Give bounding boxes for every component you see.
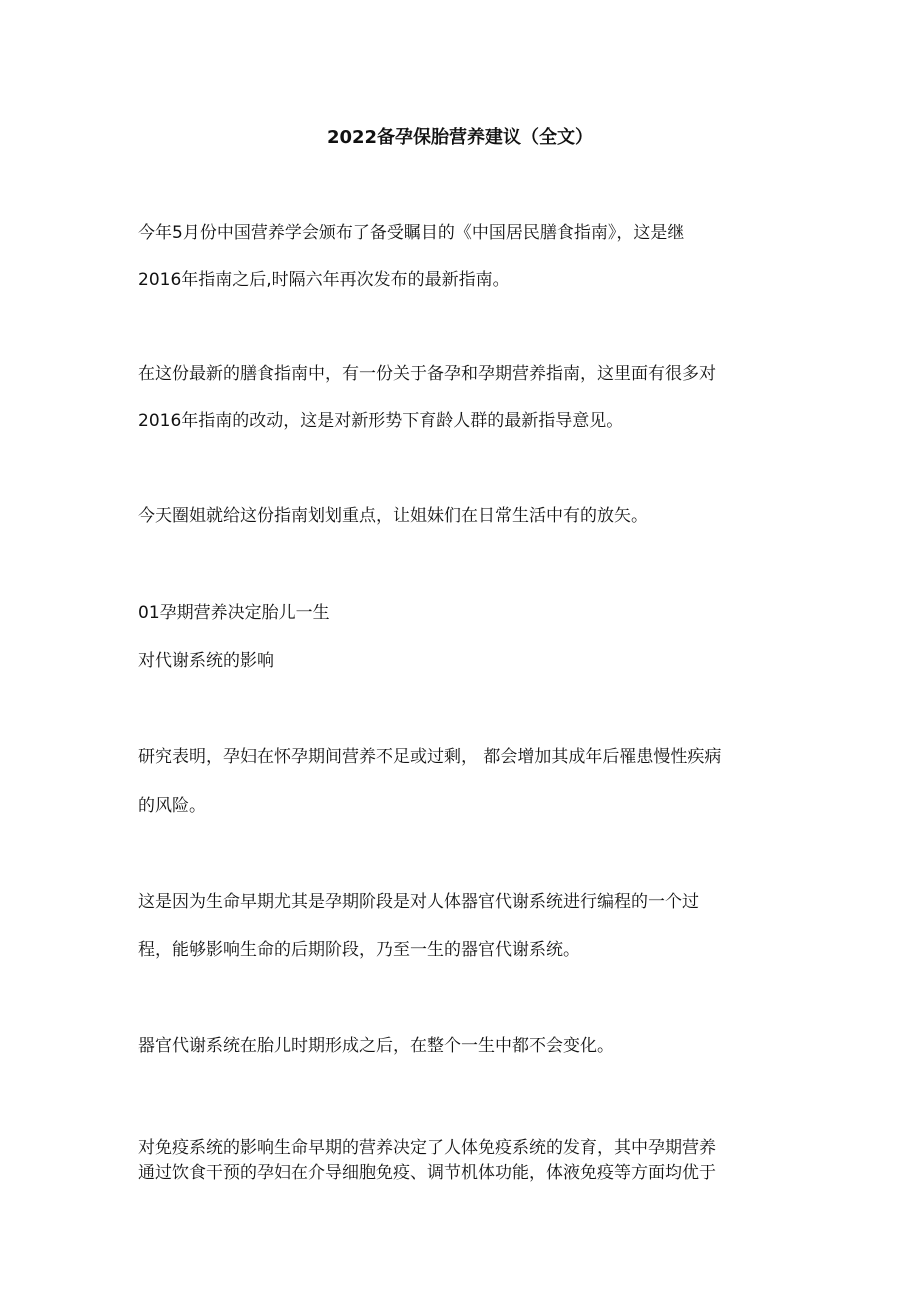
- paragraph-6-line-2: 的风险。: [138, 796, 206, 816]
- paragraph-9-line-1: 对免疫系统的影响生命早期的营养决定了人体免疫系统的发育，其中孕期营养: [138, 1138, 716, 1158]
- paragraph-7-line-1: 这是因为生命早期尤其是孕期阶段是对人体器官代谢系统进行编程的一个过: [138, 892, 699, 912]
- paragraph-3-line-1: 今天圈姐就给这份指南划划重点，让姐妹们在日常生活中有的放矢。: [138, 506, 648, 526]
- paragraph-2-line-1: 在这份最新的膳食指南中，有一份关于备孕和孕期营养指南，这里面有很多对: [138, 364, 716, 384]
- paragraph-7-line-2: 程，能够影响生命的后期阶段，乃至一生的器官代谢系统。: [138, 940, 580, 960]
- paragraph-1-line-2: 2016年指南之后,时隔六年再次发布的最新指南。: [138, 270, 510, 290]
- document-title: 2022备孕保胎营养建议（全文）: [326, 127, 594, 148]
- paragraph-2-line-2: 2016年指南的改动，这是对新形势下育龄人群的最新指导意见。: [138, 411, 624, 431]
- subsection-heading: 对代谢系统的影响: [138, 651, 274, 671]
- paragraph-6-line-1: 研究表明，孕妇在怀孕期间营养不足或过剩， 都会增加其成年后罹患慢性疾病: [138, 747, 722, 767]
- paragraph-9-line-2: 通过饮食干预的孕妇在介导细胞免疫、调节机体功能，体液免疫等方面均优于: [138, 1163, 716, 1183]
- paragraph-1-line-1: 今年5月份中国营养学会颁布了备受瞩目的《中国居民膳食指南》，这是继: [138, 223, 685, 243]
- paragraph-8-line-1: 器官代谢系统在胎儿时期形成之后，在整个一生中都不会变化。: [138, 1036, 614, 1056]
- section-heading: 01孕期营养决定胎儿一生: [138, 603, 330, 623]
